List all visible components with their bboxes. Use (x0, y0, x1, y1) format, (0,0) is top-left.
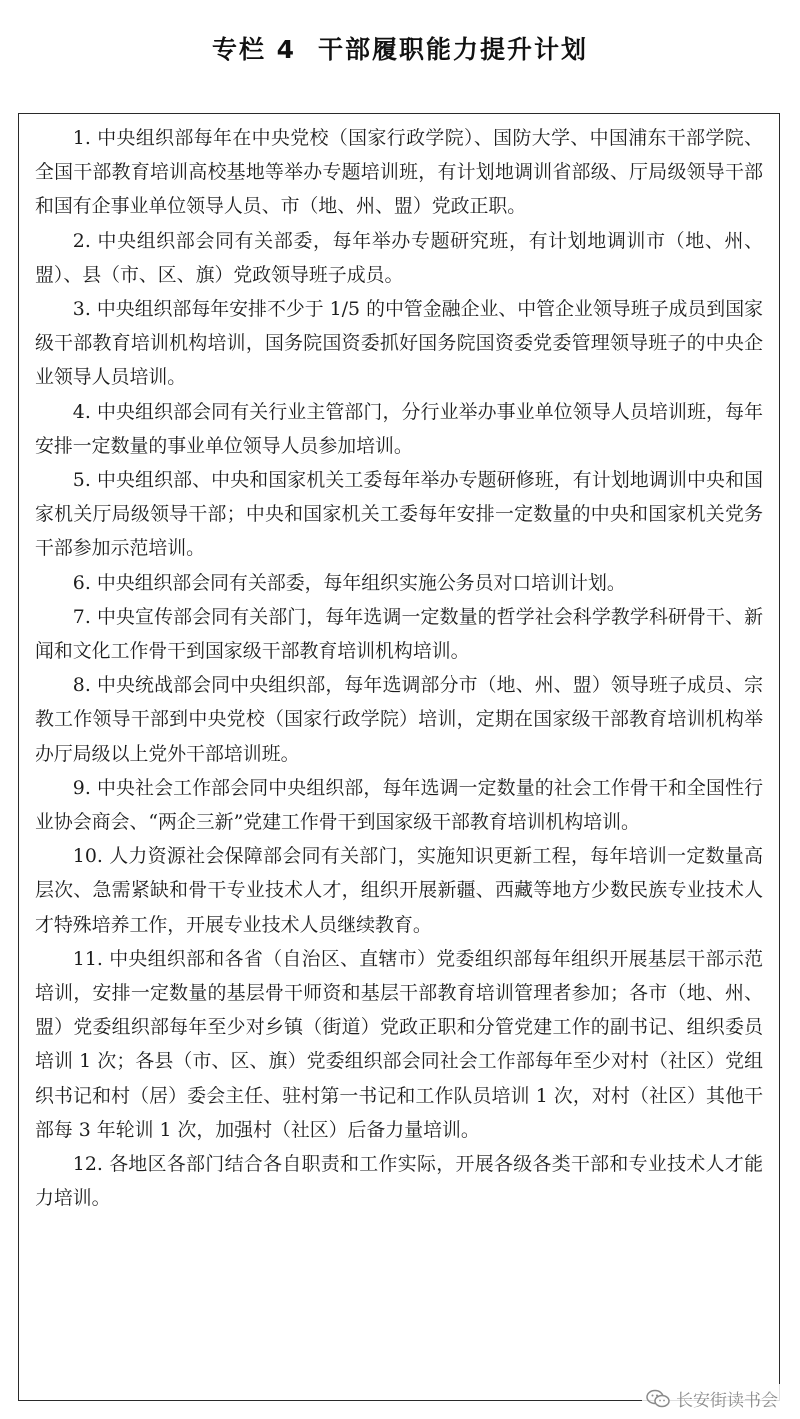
item-list (35, 121, 763, 1216)
column-label: 专栏 4 (211, 35, 297, 64)
list-item: 10. 人力资源社会保障部会同有关部门，实施知识更新工程，每年培训一定数量高层次、急需紧缺和骨干专业技术人才，组织开展新疆、西藏等地方少数民族专业技术人才特殊培养工作，开展专业技术人员继续教育。 (35, 845, 763, 936)
watermark-text: 长安街读书会 (676, 1391, 778, 1411)
list-item: 11. 中央组织部和各省（自治区、直辖市）党委组织部每年组织开展基层干部示范培训，安排一定数量的基层骨干师资和基层干部教育培训管理者参加；各市（地、州、盟）党委组织部每年至少对乡镇（街道）党政正职和分管党建工作的副书记、组织委员培训 1 次；各县（市、区、旗）党委组织部会同社会工作部每年至少对村（社区）党组织书记和村（居）委会主任、驻村第一书记和工作队员培训 1 次，对村（社区）其他干部每 3 年轮训 1 次，加强村（社区）后备力量培训。 (35, 947, 763, 1141)
list-item: 9. 中央社会工作部会同中央组织部，每年选调一定数量的社会工作骨干和全国性行业协会商会、“两企三新”党建工作骨干到国家级干部教育培训机构培训。 (35, 776, 763, 834)
list-item: 4. 中央组织部会同有关行业主管部门，分行业举办事业单位领导人员培训班，每年安排一定数量的事业单位领导人员参加培训。 (35, 400, 763, 457)
list-item: 1. 中央组织部每年在中央党校（国家行政学院）、国防大学、中国浦东干部学院、全国干部教育培训高校基地等举办专题培训班，有计划地调训省部级、厅局级领导干部和国有企事业单位领导人员、市（地、州、盟）党政正职。 (35, 127, 763, 218)
page-title (0, 30, 800, 66)
watermark (642, 1384, 782, 1413)
list-item: 12. 各地区各部门结合各自职责和工作实际，开展各级各类干部和专业技术人才能力培训。 (35, 1153, 763, 1210)
list-item: 5. 中央组织部、中央和国家机关工委每年举办专题研修班，有计划地调训中央和国家机关厅局级领导干部；中央和国家机关工委每年安排一定数量的中央和国家机关党务干部参加示范培训。 (35, 469, 763, 560)
wechat-icon (646, 1389, 670, 1409)
list-item: 7. 中央宣传部会同有关部门，每年选调一定数量的哲学社会科学教学科研骨干、新闻和文化工作骨干到国家级干部教育培训机构培训。 (35, 605, 763, 663)
list-item: 8. 中央统战部会同中央组织部，每年选调部分市（地、州、盟）领导班子成员、宗教工作领导干部到中央党校（国家行政学院）培训，定期在国家级干部教育培训机构举办厅局级以上党外干部培训班。 (35, 674, 763, 765)
list-item: 6. 中央组织部会同有关部委，每年组织实施公务员对口培训计划。 (72, 571, 626, 594)
column-title: 干部履职能力提升计划 (318, 35, 589, 64)
list-item: 3. 中央组织部每年安排不少于 1/5 的中管金融企业、中管企业领导班子成员到国家级干部教育培训机构培训，国务院国资委抓好国务院国资委党委管理领导班子的中央企业领导人员培训。 (35, 298, 763, 389)
list-item: 2. 中央组织部会同有关部委，每年举办专题研究班，有计划地调训市（地、州、盟）、县（市、区、旗）党政领导班子成员。 (35, 229, 763, 286)
